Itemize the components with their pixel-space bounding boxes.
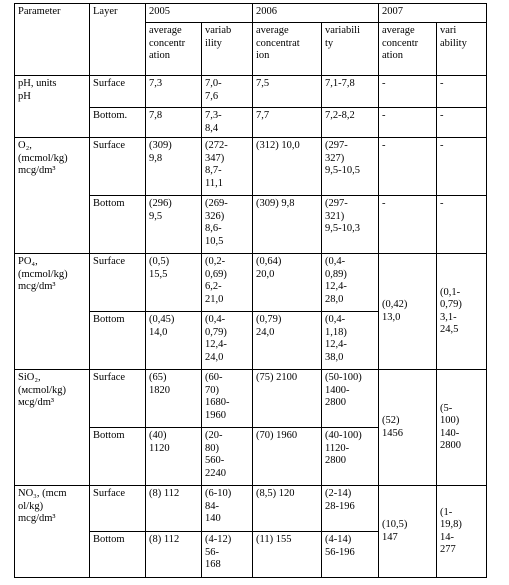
parameter-table: [14, 3, 487, 578]
data-cell: -: [437, 108, 487, 138]
layer-cell: Surface: [90, 370, 146, 428]
table-row: [15, 486, 487, 532]
data-cell-2007-var: (1- 19,8) 14- 277: [437, 486, 487, 578]
subheader-average-2006: average concentrat ion: [253, 23, 322, 76]
data-cell: (8) 112: [146, 486, 202, 532]
data-cell: (269- 326) 8,6- 10,5: [202, 196, 253, 254]
param-no3: NO₃, (mcm ol/kg) mcg/dm³: [15, 486, 90, 578]
subheader-average-2005: average concentr ation: [146, 23, 202, 76]
data-cell: (272- 347) 8,7- 11,1: [202, 138, 253, 196]
data-cell: (40-100) 1120- 2800: [322, 428, 379, 486]
param-po4: PO₄, (mcmol/kg) mcg/dm³: [15, 254, 90, 370]
data-cell: -: [437, 138, 487, 196]
data-cell: 7,8: [146, 108, 202, 138]
data-cell: 7,3: [146, 76, 202, 108]
data-cell: (2-14) 28-196: [322, 486, 379, 532]
data-cell: (0,79) 24,0: [253, 312, 322, 370]
data-cell: (0,2- 0,69) 6,2- 21,0: [202, 254, 253, 312]
data-cell: (0,64) 20,0: [253, 254, 322, 312]
data-cell: -: [379, 76, 437, 108]
data-cell: -: [379, 196, 437, 254]
data-cell: (296) 9,5: [146, 196, 202, 254]
data-cell: (65) 1820: [146, 370, 202, 428]
data-cell: (50-100) 1400- 2800: [322, 370, 379, 428]
data-cell: (8) 112: [146, 532, 202, 578]
layer-cell: Surface: [90, 138, 146, 196]
data-cell-2007-var: (5- 100) 140- 2800: [437, 370, 487, 486]
data-cell: (4-14) 56-196: [322, 532, 379, 578]
data-cell: (297- 321) 9,5-10,3: [322, 196, 379, 254]
header-parameter: Parameter: [15, 4, 90, 76]
subheader-variability-2005: variab ility: [202, 23, 253, 76]
data-cell: 7,7: [253, 108, 322, 138]
layer-cell: Surface: [90, 76, 146, 108]
layer-cell: Bottom.: [90, 108, 146, 138]
data-cell-2007-avg: (10,5) 147: [379, 486, 437, 578]
layer-cell: Bottom: [90, 428, 146, 486]
header-year-2005: 2005: [146, 4, 253, 23]
data-cell: (297- 327) 9,5-10,5: [322, 138, 379, 196]
data-cell-2007-avg: (52) 1456: [379, 370, 437, 486]
header-year-2006: 2006: [253, 4, 379, 23]
header-year-2007: 2007: [379, 4, 487, 23]
data-cell: 7,5: [253, 76, 322, 108]
layer-cell: Bottom: [90, 532, 146, 578]
data-cell: 7,2-8,2: [322, 108, 379, 138]
subheader-variability-2006: variabili ty: [322, 23, 379, 76]
subheader-variability-2007: vari ability: [437, 23, 487, 76]
data-cell: (0,4- 0,79) 12,4- 24,0: [202, 312, 253, 370]
data-cell: 7,0- 7,6: [202, 76, 253, 108]
data-cell: -: [437, 76, 487, 108]
data-cell: (0,4- 0,89) 12,4- 28,0: [322, 254, 379, 312]
data-cell: (8,5) 120: [253, 486, 322, 532]
data-cell: (60- 70) 1680- 1960: [202, 370, 253, 428]
header-layer: Layer: [90, 4, 146, 76]
data-cell: -: [437, 196, 487, 254]
data-cell: 7,3- 8,4: [202, 108, 253, 138]
subheader-average-2007: average concentr ation: [379, 23, 437, 76]
data-cell-2007-avg: (0,42) 13,0: [379, 254, 437, 370]
data-cell: (309) 9,8: [146, 138, 202, 196]
data-cell: (70) 1960: [253, 428, 322, 486]
data-cell-2007-var: (0,1- 0,79) 3,1- 24,5: [437, 254, 487, 370]
data-cell: (4-12) 56- 168: [202, 532, 253, 578]
table-row: [15, 138, 487, 196]
layer-cell: Surface: [90, 486, 146, 532]
param-ph: pH, units pH: [15, 76, 90, 138]
table-row: [15, 76, 487, 108]
layer-cell: Bottom: [90, 312, 146, 370]
data-cell: (312) 10,0: [253, 138, 322, 196]
header-row-years: [15, 4, 487, 23]
data-cell: (20- 80) 560- 2240: [202, 428, 253, 486]
data-cell: 7,1-7,8: [322, 76, 379, 108]
data-cell: (0,4- 1,18) 12,4- 38,0: [322, 312, 379, 370]
layer-cell: Surface: [90, 254, 146, 312]
data-cell: (6-10) 84- 140: [202, 486, 253, 532]
param-sio2: SiO₂, (мcmol/kg) мcg/dm³: [15, 370, 90, 486]
data-cell: (75) 2100: [253, 370, 322, 428]
data-cell: (0,5) 15,5: [146, 254, 202, 312]
data-cell: -: [379, 138, 437, 196]
data-cell: (0,45) 14,0: [146, 312, 202, 370]
layer-cell: Bottom: [90, 196, 146, 254]
data-cell: -: [379, 108, 437, 138]
param-o2: O₂, (mcmol/kg) mcg/dm³: [15, 138, 90, 254]
data-cell: (11) 155: [253, 532, 322, 578]
data-cell: (309) 9,8: [253, 196, 322, 254]
data-cell: (40) 1120: [146, 428, 202, 486]
table-row: [15, 370, 487, 428]
table-row: [15, 254, 487, 312]
